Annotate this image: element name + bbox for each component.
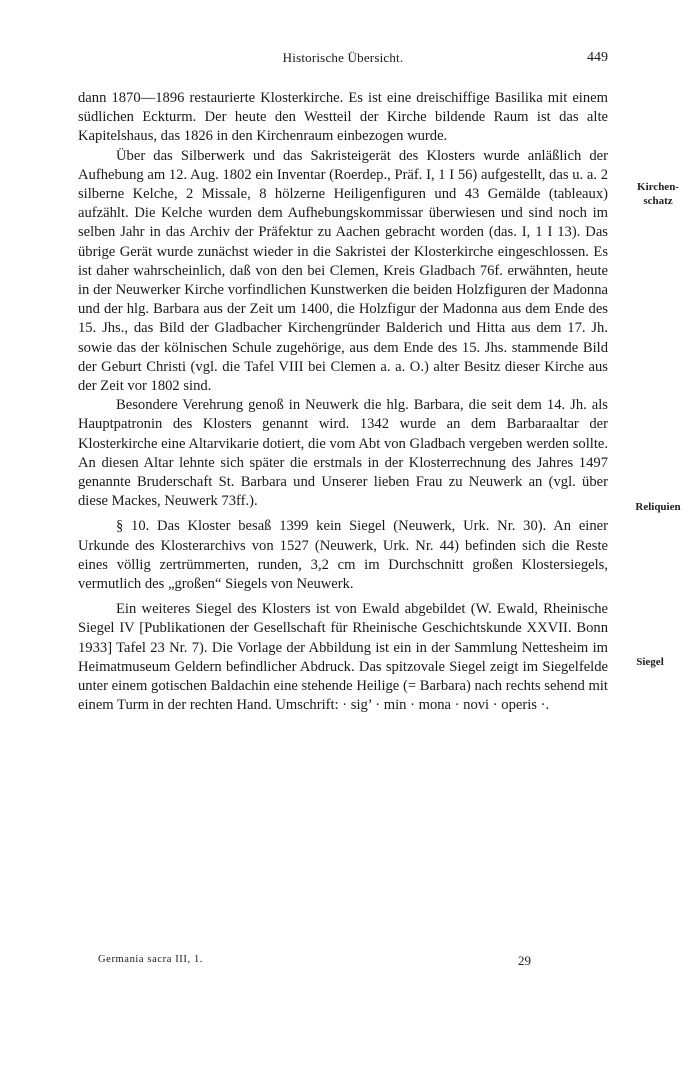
footer-series: Germania sacra III, 1. [98, 954, 204, 965]
running-title: Historische Übersicht. [282, 50, 404, 65]
paragraph-ewald-siegel: Ein weiteres Siegel des Klosters ist von Ewald abgebildet (W. Ewald, Rheinische Siegel IV [Publikationen der Gesellschaft für Rheinische Geschichtskunde XXVII. Bonn 1933] Tafel 23 Nr. 7). Die Vorlage der Abbildung ist ein in der Sammlung Nettesheim im Heimatmuseum Geldern befindlicher Abdruck. Das spitzovale Siegel zeigt im Siegelfelde unter einem gotischen Baldachin eine stehende Heilige (= Barbara) nach rechts sehend mit einem Turm in der rechten Hand. Umschrift: · sig’ · min · mona · novi · operis ·. [78, 601, 608, 714]
page-number: 449 [587, 50, 608, 65]
margin-note-kirchenschatz-line1: Kirchen- [637, 181, 679, 193]
paragraph-kirchenschatz: Über das Silberwerk und das Sakristeigerät des Klosters wurde anläßlich der Aufhebung am 12. Aug. 1802 ein Inventar (Roerdep., Präf. I, 1 I 56) aufgestellt, das u. a. 2 silberne Kelche, 2 Missale, 8 hölzerne Heiligenfiguren und 43 Gemälde (tableaux) aufzählt. Die Kelche wurden dem Aufhebungskommissar überwiesen und sind noch im selben Jahr in das Archiv der Präfektur zu Aachen gebracht worden (das. I, 1 I 13). Das übrige Gerät wurde zunächst wieder in die Sakristei der Klosterkirche eingeschlossen. Es ist daher wahrscheinlich, daß von den bei Clemen, Kreis Gladbach 76f. erwähnten, heute in der Neuwerker Kirche vorfindlichen Kunstwerken die beiden Holzfiguren der Madonna und der hlg. Barbara aus der Zeit um 1400, die Holzfigur der Madonna aus dem Ende des 15. Jhs., das Bild der Gladbacher Kirchengründer Balderich und Hitta aus dem 17. Jh. sowie das der kölnischen Schule zugehörige, aus dem Ende des 15. Jhs. stammende Bild der Geburt Christi (vgl. die Tafel VIII bei Clemen a. a. O.) alter Besitz dieser Kirche aus der Zeit vor 1802 sind. [78, 147, 608, 395]
paragraph-kirche: dann 1870—1896 restaurierte Klosterkirche. Es ist eine dreischiffige Basilika mit einem südlichen Eckturm. Der heute den Westteil der Kirche bildende Raum ist das alte Kapitelshaus, das 1826 in den Kirchenraum einbezogen wurde. [78, 90, 608, 145]
paragraph-reliquien: Besondere Verehrung genoß in Neuwerk die hlg. Barbara, die seit dem 14. Jh. als Hauptpatronin des Klosters genannt wird. 1342 wurde an dem Barbaraaltar der Klosterkirche eine Altarvikarie dotiert, die vom Abt von Gladbach vergeben werden sollte. An diesen Altar lehnte sich später die erstmals in der Klosterrechnung des Jahres 1497 genannte Bruderschaft St. Barbara und Unserer lieben Frau zu Neuwerk an (vgl. über diese Mackes, Neuwerk 73ff.). [78, 397, 608, 510]
body-text [78, 89, 608, 716]
running-head [78, 50, 608, 68]
margin-note-reliquien: Reliquien [635, 501, 681, 513]
paragraph-siegel: § 10. Das Kloster besaß 1399 kein Siegel (Neuwerk, Urk. Nr. 30). An einer Urkunde des Klosterarchivs von 1527 (Neuwerk, Urk. Nr. 44) befinden sich die Reste eines völlig zertrümmerten, runden, 3,2 cm im Durchschnitt großen Klostersiegels, vermutlich des „großen“ Siegels von Neuwerk. [78, 518, 608, 593]
margin-note-kirchenschatz-line2: schatz [643, 195, 673, 207]
margin-note-siegel: Siegel [636, 656, 664, 668]
margin-note-kirchenschatz [622, 180, 694, 208]
footer-signature: 29 [518, 953, 531, 968]
